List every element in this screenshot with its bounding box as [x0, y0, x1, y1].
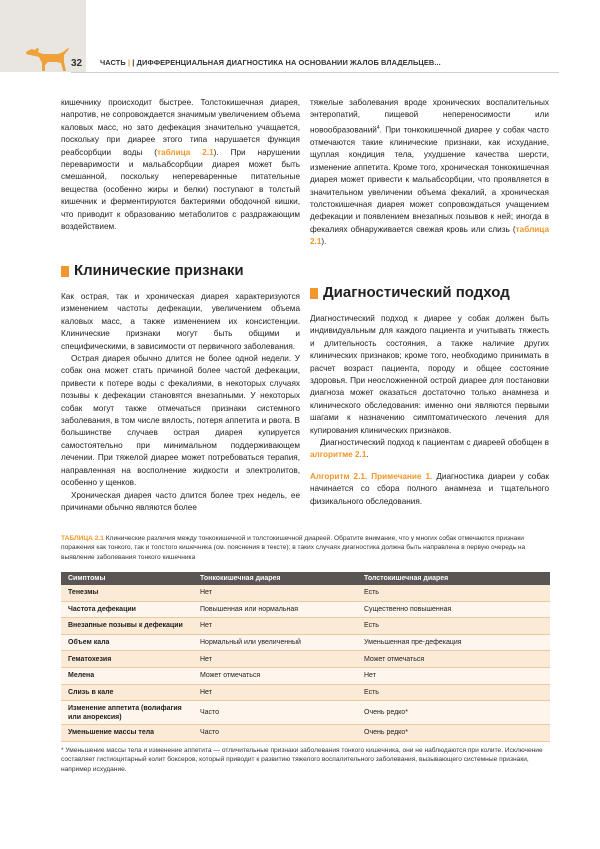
- dog-silhouette-icon: [24, 42, 70, 72]
- table-reference-link[interactable]: таблица 2.1: [157, 147, 214, 157]
- section-heading-clinical-signs: [61, 262, 244, 280]
- orange-square-icon: [61, 266, 69, 277]
- text-run: кишечнику происходит быстрее. Толстокишечная диарея, напротив, не сопровождается значимым увеличением объема каловых масс, но зато дефекация значительно учащается, поскольку при диарее этого типа нарушается функция реабсорбции воды (: [61, 98, 300, 157]
- footnote-ref: 4: [376, 124, 380, 131]
- divider-bar: |: [127, 58, 131, 67]
- right-column-intro: [310, 97, 549, 249]
- paragraph: [310, 97, 549, 249]
- heading-text: Диагностический подход: [323, 284, 510, 301]
- paragraph: [61, 97, 300, 233]
- table-cell: Повышенная или нормальная: [193, 601, 357, 618]
- text-run: Диагностика диареи у собак начинается со сбора полного анамнеза и тщательного физикального обследования.: [310, 471, 549, 506]
- table-row: [61, 634, 550, 651]
- table-row: [61, 684, 550, 701]
- text-run: ).: [321, 237, 327, 247]
- table-cell: Существенно повышенная: [357, 601, 550, 618]
- left-column-clinical-signs: [61, 291, 300, 514]
- table-cell: Очень редко*: [357, 725, 550, 742]
- table-cell: Может отмечаться: [357, 651, 550, 668]
- table-cell: Изменение аппетита (волифагия или анорексия): [61, 701, 193, 725]
- table-cell: Уменьшенная пре-дефекация: [357, 634, 550, 651]
- running-title-part: ЧАСТЬ: [100, 58, 126, 67]
- table-cell: Объем кала: [61, 634, 193, 651]
- table-reference-link[interactable]: таблица 2.1: [310, 224, 549, 247]
- table-cell: Уменьшение массы тела: [61, 725, 193, 742]
- table-cell: Слизь в кале: [61, 684, 193, 701]
- table-cell: Мелена: [61, 667, 193, 684]
- table-row: [61, 618, 550, 635]
- table-cell: Нет: [193, 651, 357, 668]
- running-title: ЧАСТЬ | | ДИФФЕРЕНЦИАЛЬНАЯ ДИАГНОСТИКА НА ОСНОВАНИИ ЖАЛОБ ВЛАДЕЛЬЦЕВ...: [100, 58, 441, 67]
- table-cell: Нет: [193, 585, 357, 601]
- section-heading-diagnostic-approach: [310, 284, 510, 302]
- column-header: Толстокишечная диарея: [357, 572, 550, 585]
- table-cell: Нет: [193, 618, 357, 635]
- algorithm-reference-link[interactable]: алгоритме 2.1: [310, 450, 367, 460]
- table-footnote: * Уменьшение массы тела и изменение аппетита — отличительные признаки заболевания тонкого кишечника, они не наблюдаются при колите. Исключение составляет гистиоцитарный колит боксеров, который приводит к развитию тяжелого воспалительного заболевания, вызывающего системные признаки, например исхудание.: [61, 747, 543, 773]
- table-row: [61, 585, 550, 601]
- table-cell: Нет: [357, 667, 550, 684]
- table-row: [61, 701, 550, 725]
- table-cell: Часто: [193, 725, 357, 742]
- table-cell: Нормальный или увеличенный: [193, 634, 357, 651]
- algorithm-note: [310, 471, 549, 508]
- table-cell: Гематохезия: [61, 651, 193, 668]
- table-cell: Тенезмы: [61, 585, 193, 601]
- table-header-row: [61, 572, 550, 585]
- table-row: [61, 667, 550, 684]
- comparison-table: [61, 572, 550, 742]
- table-cell: Может отмечаться: [193, 667, 357, 684]
- text-run: . При тонкокишечной диарее у собак часто отмечаются такие клинические признаки, как исхудание, щуплая кондиция тела, ухудшение качества шерсти, изменение аппетита. Кроме того, хроническая тонкокишечная диарея может привести к мальабсорбции, что проявляется в значительном увеличении объема фекалий, а хроническая толстокишечная диарея может сопровождаться учащением дефекации и появлением внезапных позывов к ней; иногда в фекалиях обнаруживается свежая кровь или слизь (: [310, 125, 549, 234]
- column-header: Симптомы: [61, 572, 193, 585]
- table-caption: [61, 534, 550, 562]
- paragraph: Острая диарея обычно длится не более одной недели. У собак она может стать причиной более частой дефекации, привести к потере воды с фекалиями, в некоторых случаях позывы к дефекации становятся внезапными. У некоторых собак могут также отмечаться признаки системного заболевания, в том числе вялость, потеря аппетита и рвота. В большинстве случаев острая диарея купируется самостоятельно при минимальном поддерживающем лечении. При тяжелой диарее может потребоваться терапия, направленная на восполнение жидкости и электролитов, особенно у щенков.: [61, 354, 300, 488]
- text-run: .: [366, 450, 369, 460]
- page-number: 32: [71, 58, 83, 69]
- table-cell: Часто: [193, 701, 357, 725]
- text-run: Диагностический подход к пациентам с диареей обобщен в: [320, 438, 549, 448]
- table-cell: Есть: [357, 684, 550, 701]
- header-rule: [71, 72, 559, 73]
- table-cell: Частота дефекации: [61, 601, 193, 618]
- table-row: [61, 601, 550, 618]
- caption-text: Клинические различия между тонкокишечной и толстокишечной диареей. Обратите внимание, что у многих собак отмечаются признаки поражения как тонкого, так и толстого кишечника (см. пояснения в тексте); в таких случаях диагностика должна быть направлена в первую очередь на выявление заболевания тонкого кишечника: [61, 535, 526, 561]
- table-cell: Внезапные позывы к дефекации: [61, 618, 193, 635]
- table-cell: Есть: [357, 618, 550, 635]
- table-cell: Очень редко*: [357, 701, 550, 725]
- paragraph: [310, 437, 549, 462]
- text-run: тяжелые заболевания вроде хронических воспалительных энтеропатий, пищевой непереносимости или новообразований: [310, 98, 549, 135]
- paragraph: Хроническая диарея часто длится более трех недель, ее причинами обычно являются более: [61, 490, 300, 512]
- running-title-text: ДИФФЕРЕНЦИАЛЬНАЯ ДИАГНОСТИКА НА ОСНОВАНИИ ЖАЛОБ ВЛАДЕЛЬЦЕВ...: [136, 58, 441, 67]
- table-cell: Нет: [193, 684, 357, 701]
- left-column-intro: [61, 97, 300, 233]
- table-cell: Есть: [357, 585, 550, 601]
- algorithm-note-label: Алгоритм 2.1. Примечание 1.: [310, 471, 433, 481]
- orange-square-icon: [310, 288, 318, 299]
- text-run: ). При нарушении переваримости и мальабсорбции диарея может быть смешанной, поскольку непереваренные питательные вещества (особенно жиры и белки) поступают в толстый кишечник и ферментируются бактериями ободочной кишки, что приводит к образованию метаболитов с раздражающим воздействием.: [61, 147, 300, 232]
- table-label: ТАБЛИЦА 2.1: [61, 535, 104, 542]
- heading-text: Клинические признаки: [74, 262, 244, 279]
- table-row: [61, 651, 550, 668]
- paragraph: Как острая, так и хроническая диарея характеризуются изменением частоты дефекации, увеличением объема каловых масс, а также изменением их консистенции. Клинические признаки могут быть общими и специфическими, в зависимости от первичного заболевания.: [61, 292, 300, 351]
- table-row: [61, 725, 550, 742]
- paragraph: Диагностический подход к диарее у собак должен быть индивидуальным для каждого пациента и учитывать тяжесть и длительность состояния, а также наличие других клинических признаков; кроме того, необходимо принимать в расчет возраст пациента, породу и общее состояние здоровья. При неосложненной острой диарее для постановки диагноза может оказаться достаточно только анамнеза и клинического обследования: именно они являются первыми шагами к назначению симптоматического лечения для купирования клинических признаков.: [310, 314, 549, 435]
- right-column-diagnostic: [310, 313, 549, 508]
- column-header: Тонкокишечная диарея: [193, 572, 357, 585]
